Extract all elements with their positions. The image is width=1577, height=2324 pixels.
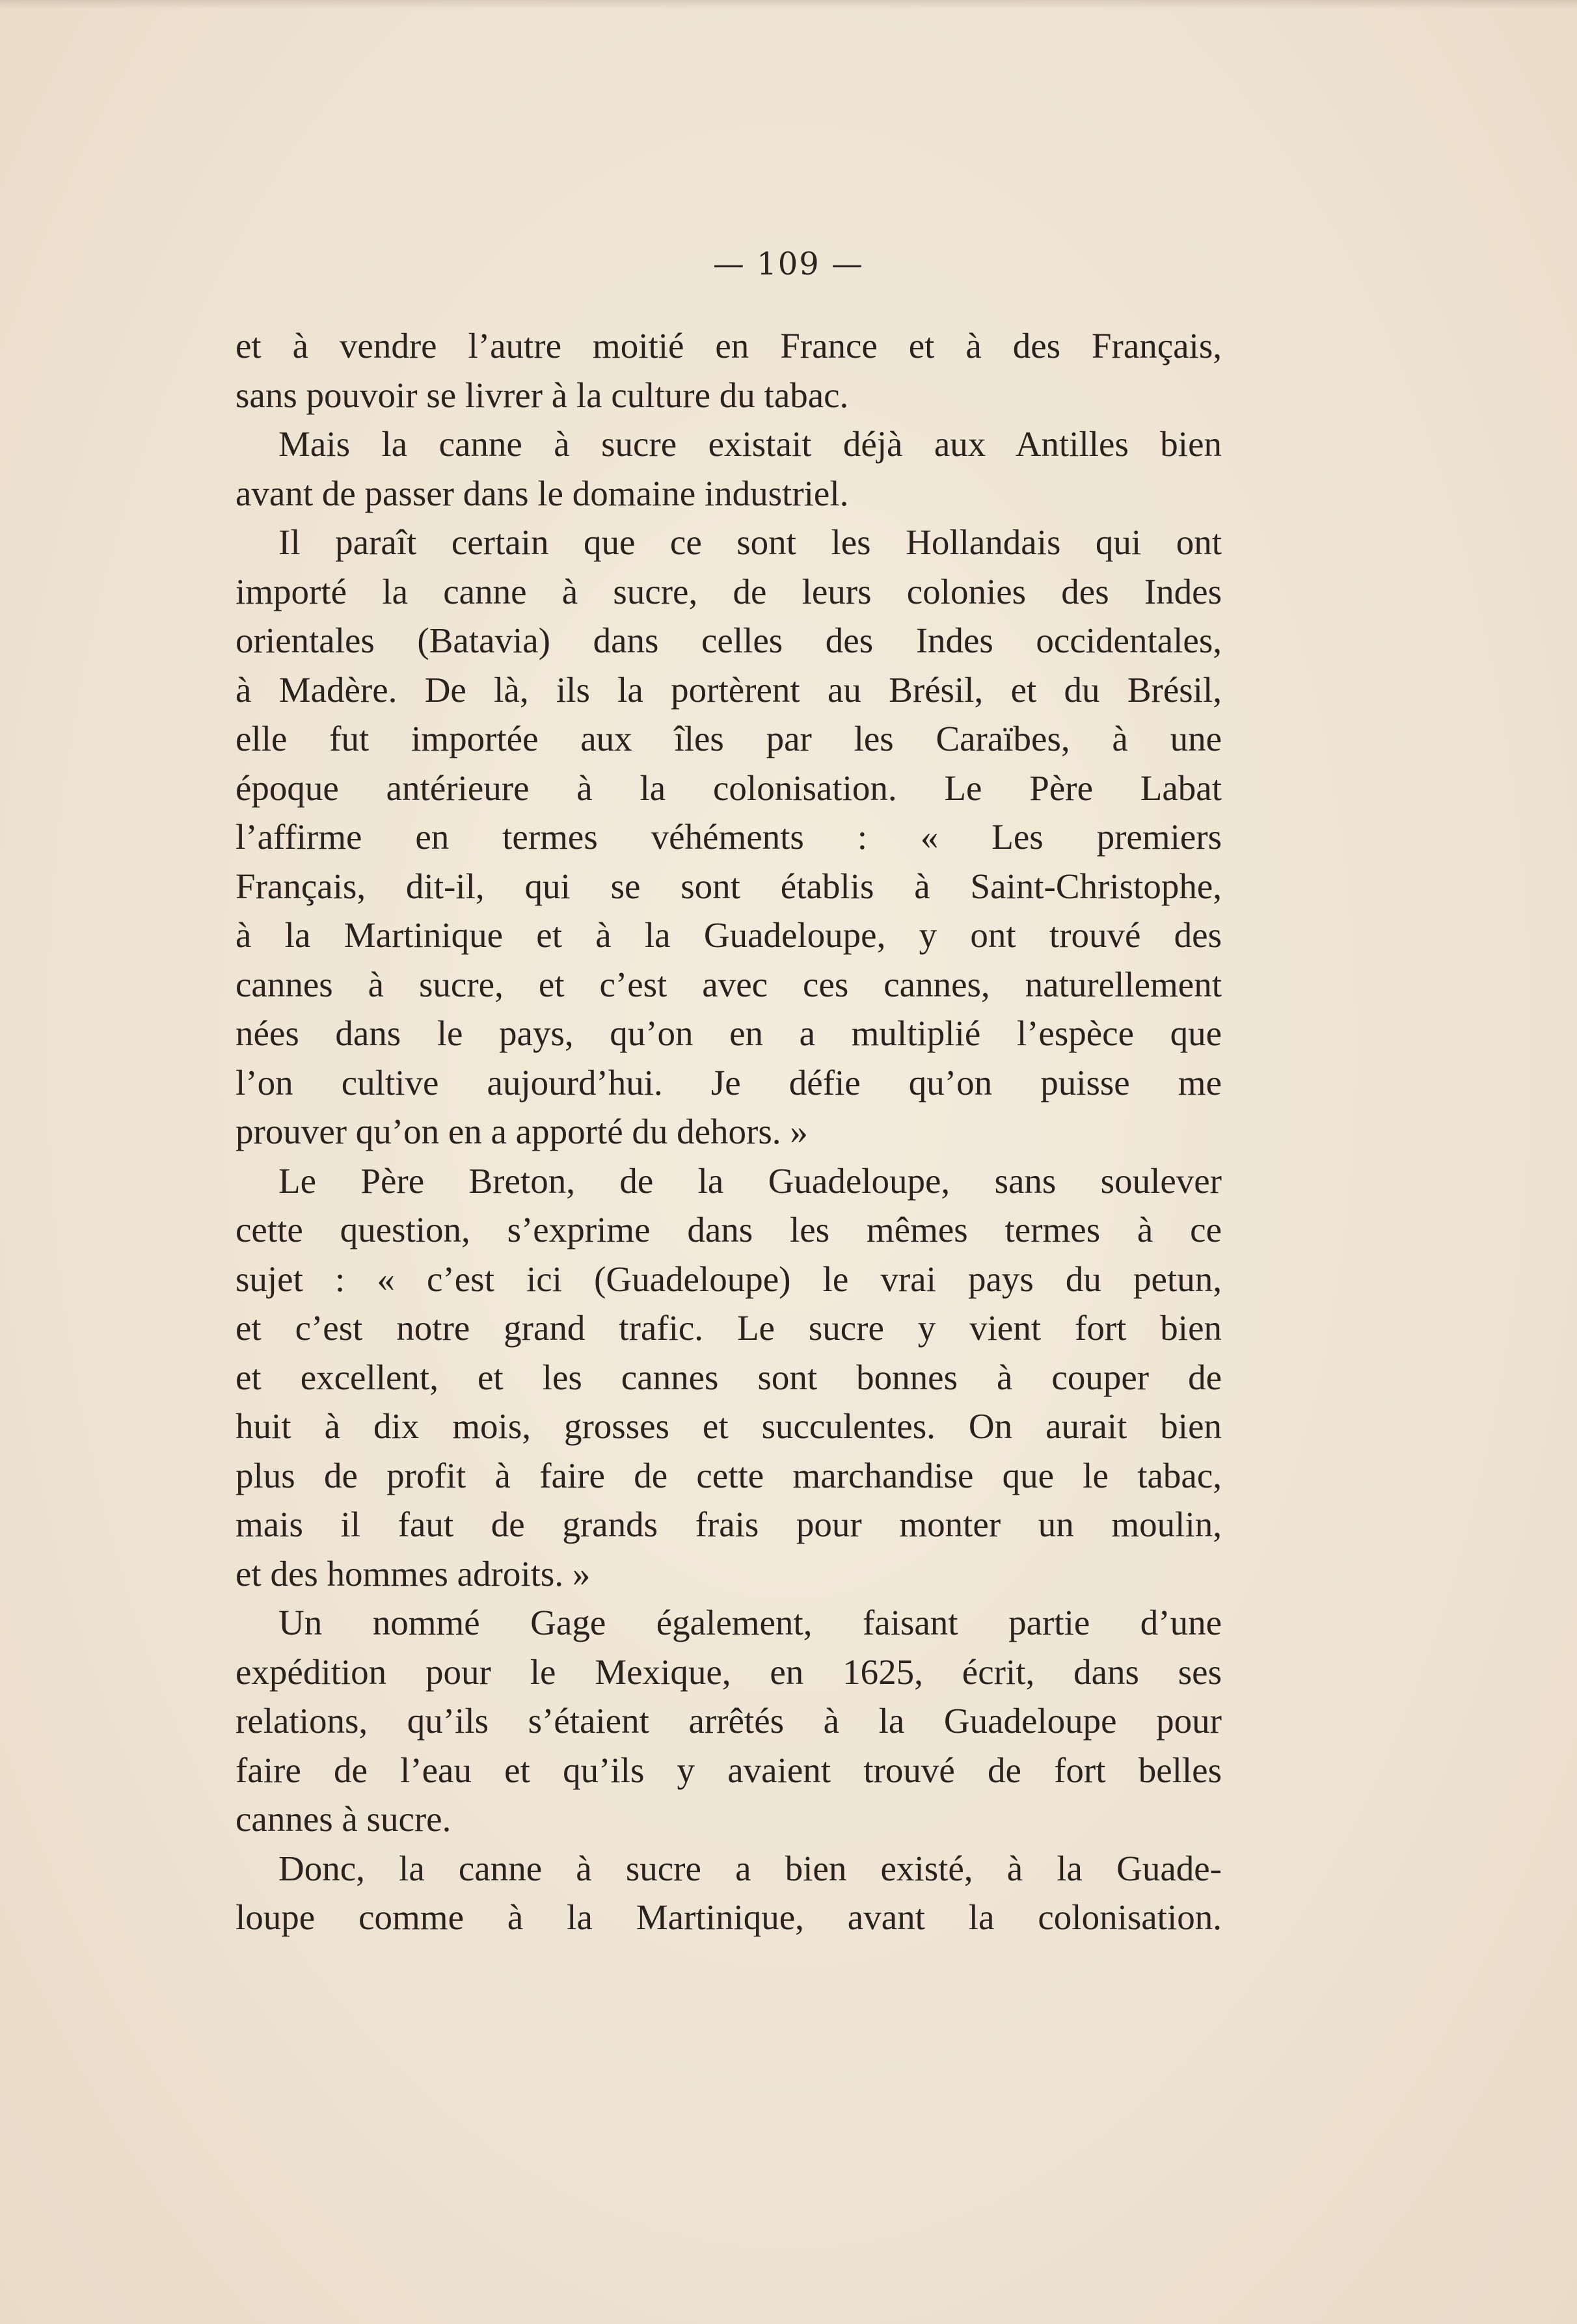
text-line: Un nommé Gage également, faisant partie d’une — [278, 1603, 1222, 1642]
text-line: orientales (Batavia) dans celles des Indes occidentales, — [236, 621, 1222, 660]
text-line: Le Père Breton, de la Guadeloupe, sans soulever — [278, 1160, 1222, 1201]
text-line: et à vendre l’autre moitié en France et à des Français, — [236, 326, 1222, 366]
text-line: nées dans le pays, qu’on en a multiplié l’espèce que — [236, 1013, 1222, 1053]
text-line: huit à dix mois, grosses et succulentes. On aurait bien — [236, 1406, 1222, 1446]
text-line: cannes à sucre. — [236, 1799, 452, 1839]
text-line: elle fut importée aux îles par les Caraïbes, à une — [236, 719, 1222, 758]
text-line: à Madère. De là, ils la portèrent au Brésil, et du Brésil, — [236, 669, 1222, 710]
text-line: l’on cultive aujourd’hui. Je défie qu’on puisse me — [236, 1062, 1222, 1102]
text-line: importé la canne à sucre, de leurs colonies des Indes — [236, 571, 1222, 611]
text-line: l’affirme en termes véhéments : « Les premiers — [236, 817, 1222, 857]
text-line: Français, dit-il, qui se sont établis à Saint-Christophe, — [236, 866, 1222, 906]
text-line: prouver qu’on en a apporté du dehors. » — [236, 1112, 808, 1151]
text-line: Mais la canne à sucre existait déjà aux Antilles bien — [278, 424, 1222, 464]
text-line: plus de profit à faire de cette marchandise que le tabac, — [236, 1455, 1222, 1495]
text-line: cette question, s’exprime dans les mêmes termes à ce — [236, 1210, 1222, 1249]
text-line: mais il faut de grands frais pour monter un moulin, — [236, 1504, 1222, 1544]
text-line: et excellent, et les cannes sont bonnes à couper de — [236, 1357, 1222, 1397]
text-line: expédition pour le Mexique, en 1625, écrit, dans ses — [236, 1651, 1222, 1692]
text-line: faire de l’eau et qu’ils y avaient trouvé de fort belles — [236, 1750, 1222, 1790]
page-number: — 109 — — [712, 246, 865, 282]
text-line: avant de passer dans le domaine industriel. — [236, 473, 849, 513]
text-line: Il paraît certain que ce sont les Hollandais qui ont — [278, 522, 1222, 562]
text-line: et des hommes adroits. » — [236, 1553, 591, 1594]
text-line: époque antérieure à la colonisation. Le Père Labat — [236, 768, 1222, 808]
text-line: relations, qu’ils s’étaient arrêtés à la Guadeloupe pour — [236, 1701, 1222, 1741]
text-line: cannes à sucre, et c’est avec ces cannes, naturellement — [236, 964, 1222, 1004]
page-edge-shadow — [0, 0, 1577, 9]
text-line: et c’est notre grand trafic. Le sucre y vient fort bien — [236, 1308, 1222, 1348]
text-line: loupe comme à la Martinique, avant la colonisation. — [236, 1897, 1222, 1937]
text-line: à la Martinique et à la Guadeloupe, y ont trouvé des — [236, 915, 1222, 955]
body-text — [236, 321, 1222, 1942]
text-line: sujet : « c’est ici (Guadeloupe) le vrai pays du petun, — [236, 1259, 1222, 1299]
text-line: Donc, la canne à sucre a bien existé, à la Guade- — [278, 1848, 1222, 1888]
text-line: sans pouvoir se livrer à la culture du tabac. — [236, 375, 849, 415]
